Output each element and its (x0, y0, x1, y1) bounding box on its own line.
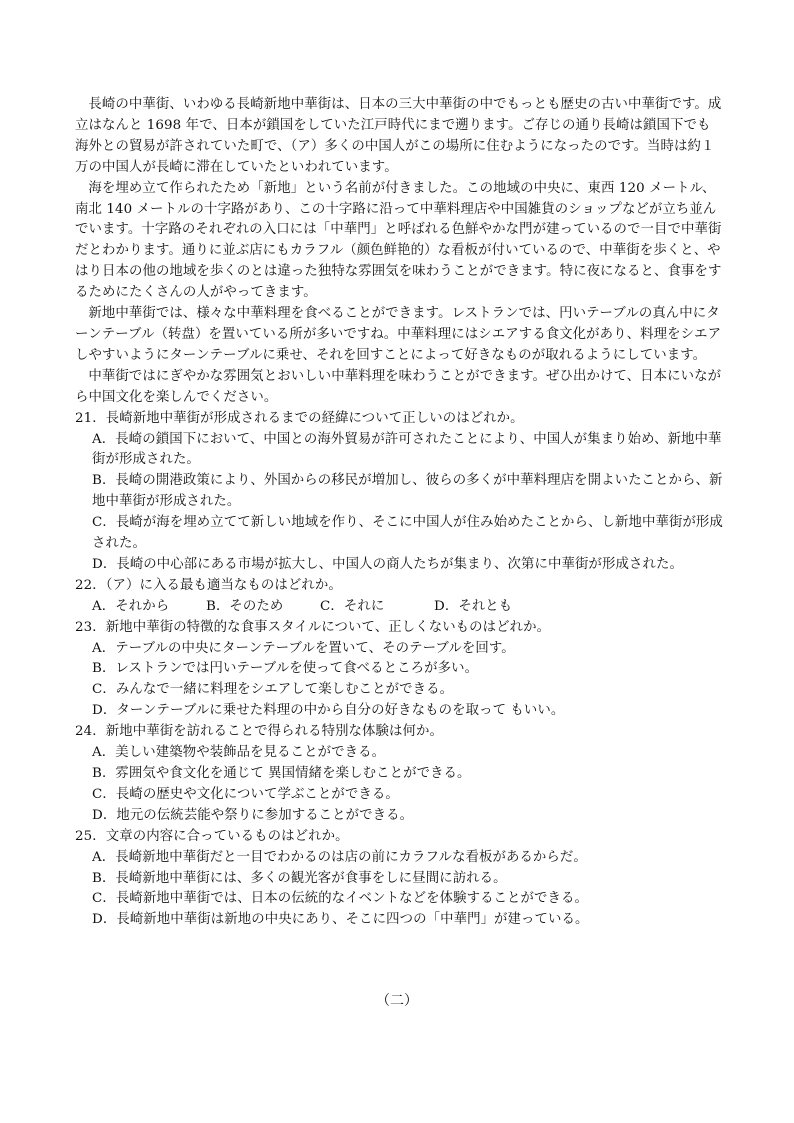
passage-paragraph-1: 長崎の中華街、いわゆる長崎新地中華街は、日本の三大中華街の中でもっとも歴史の古い中華街です。成立はなんと 1698 年で、日本が鎖国をしていた江戸時代にまで遡ります。ご存じの通り長崎は鎖国下でも海外との貿易が許されていた町で、（ア）多くの中国人がこの場所に住むようになったのです。当時は約１万の中国人が長崎に滞在していたといわれています。 (75, 97, 722, 175)
option-a: A．長崎の鎖国下において、中国との海外貿易が許可されたことにより、中国人が集まり始め、新地中華街が形成された。 (92, 431, 722, 468)
question-24 (75, 722, 723, 827)
option-c: C．長崎の歴史や文化について学ぶことができる。 (92, 786, 399, 802)
document-body (75, 95, 723, 931)
question-25 (75, 827, 723, 932)
option-c: C．長崎が海を埋め立てて新しい地域を作り、そこに中国人が住み始めたことから、し新地中華街が形成された。 (92, 515, 723, 552)
page-number: （二） (376, 993, 418, 1009)
option-a: A．美しい建築物や装飾品を見ることができる。 (92, 745, 386, 761)
passage-paragraph-3: 新地中華街では、様々な中華料理を食べることができます。レストランでは、円いテーブルの真ん中にターンテーブル（转盘）を置いている所が多いですね。中華料理にはシエアする食文化があり、料理をシエアしやすいようにターンテーブルに乗せ、それを回すことによって好きなものが取れるようにしています。 (75, 306, 722, 363)
options-row (92, 597, 723, 618)
option-d: D．長崎の中心部にある市場が拡大し、中国人の商人たちが集まり、次第に中華街が形成された。 (92, 556, 683, 572)
option-c: C．みんなで一緒に料理をシエアして楽しむことができる。 (92, 682, 454, 698)
option-b: B．雰囲気や食文化を通じて 異国情緒を楽しむことができる。 (92, 766, 471, 781)
question-stem: 21．長崎新地中華街が形成されるまでの経緯について正しいのはどれか。 (75, 410, 524, 426)
passage-paragraph-2: 海を埋め立て作られたため「新地」という名前が付きました。この地域の中央に、東西 120 メートル、南北 140 メートルの十字路があり、この十字路に沿って中華料理店や中国雑貨のショップなどが立ち並んでいます。十字路のそれぞれの入口には「中華門」と呼ばれる色鮮やかな門が建っているので一目で中華街だとわかります。通りに並ぶ店にもカラフル（颜色鲜艳的）な看板が付いているので、中華街を歩くと、やはり日本の他の地域を歩くのとは違った独特な雰囲気を味わうことができます。特に夜になると、食事をするためにたくさんの人がやってきます。 (75, 180, 722, 301)
question-stem: 22．（ア）に入る最も適当なものはどれか。 (75, 577, 342, 593)
option-a: A．長崎新地中華街だと一目でわかるのは店の前にカラフルな看板があるからだ。 (92, 849, 587, 865)
question-22 (75, 576, 723, 618)
option-c: C．長崎新地中華街では、日本の伝統的なイベントなどを体験することができる。 (92, 891, 589, 907)
option-c: C．それに (320, 598, 385, 614)
option-d: D．それとも (434, 598, 513, 614)
question-23 (75, 618, 723, 723)
option-d: D．ターンテーブルに乗せた料理の中から自分の好きなものを取って もいい。 (92, 703, 565, 719)
option-b: B．レストランでは円いテーブルを使って食べるところが多い。 (92, 661, 479, 677)
question-21 (75, 409, 723, 576)
question-stem: 25．文章の内容に合っているものはどれか。 (75, 828, 349, 844)
option-d: D．地元の伝統芸能や祭りに参加することができる。 (92, 807, 414, 823)
option-d: D．長崎新地中華街は新地の中央にあり、そこに四つの「中華門」が建っている。 (92, 912, 589, 928)
option-b: B．そのため (206, 598, 284, 614)
option-b: B．長崎の開港政策により、外国からの移民が増加し、彼らの多くが中華料理店を開よいたことから、新地中華街が形成された。 (92, 473, 723, 510)
option-a: A．テーブルの中央にターンテーブルを置いて、そのテーブルを回す。 (92, 640, 515, 656)
passage-paragraph-4: 中華街ではにぎやかな雰囲気とおいしい中華料理を味わうことができます。ぜひ出かけて、日本にいながら中国文化を楽しんでください。 (75, 368, 722, 405)
question-stem: 24．新地中華街を訪れることで得られる特別な体験は何か。 (75, 724, 443, 740)
question-stem: 23．新地中華街の特徴的な食事スタイルについて、正しくないものはどれか。 (75, 619, 551, 635)
option-b: B．長崎新地中華街には、多くの観光客が食事をしに昼間に訪れる。 (92, 870, 507, 886)
option-a: A．それから (92, 598, 170, 614)
